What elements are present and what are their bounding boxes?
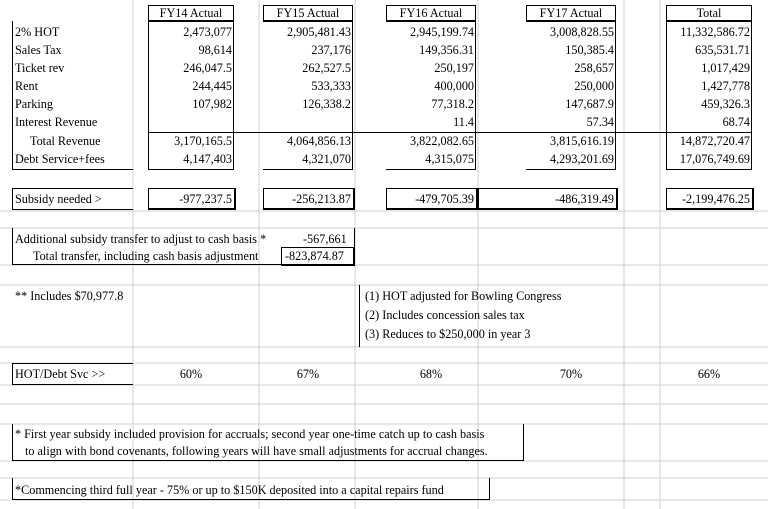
cell-sales-fy17: 150,385.4: [565, 43, 614, 57]
hot-debt-label: HOT/Debt Svc >>: [15, 367, 106, 381]
third-year-note: *Commencing third full year - 75% or up to $150K deposited into a capital repairs fund: [15, 483, 444, 497]
row-label-debt-service: Debt Service+fees: [15, 152, 105, 166]
first-year-note-line2: to align with bond covenants, following years will have small adjustments for accrual changes.: [25, 444, 488, 458]
hot-debt-fy15: 67%: [296, 367, 320, 381]
subsidy-fy17: -486,319.49: [555, 192, 614, 206]
subsidy-label: Subsidy needed >: [15, 192, 102, 206]
subsidy-fy15: -256,213.87: [292, 192, 351, 206]
cell-total-fy14: 3,170,165.5: [174, 134, 232, 148]
total-transfer-value: -823,874.87: [285, 249, 344, 263]
cell-total-fy16: 3,822,082.65: [410, 134, 474, 148]
row-label-rent: Rent: [15, 79, 39, 93]
footnote-3: (3) Reduces to $250,000 in year 3: [365, 327, 531, 341]
cell-interest-fy16: 11.4: [453, 115, 474, 129]
cell-ticket-fy15: 262,527.5: [302, 61, 351, 75]
header-fy14: FY14 Actual: [148, 5, 234, 22]
header-total: Total: [666, 5, 752, 22]
footnote-frame: [359, 285, 360, 347]
hot-debt-fy14: 60%: [179, 367, 203, 381]
row-label-parking: Parking: [15, 97, 53, 111]
cell-total-fy15: 4,064,856.13: [287, 134, 351, 148]
cell-total-fy17: 3,815,616.19: [550, 134, 614, 148]
row-label-ticket-rev: Ticket rev: [15, 61, 65, 75]
footnote-1: (1) HOT adjusted for Bowling Congress: [365, 289, 562, 303]
hot-debt-fy16: 68%: [419, 367, 443, 381]
hot-debt-fy17: 70%: [559, 367, 583, 381]
cell-rent-fy14: 244,445: [192, 79, 232, 93]
cell-sales-total: 635,531.71: [695, 43, 750, 57]
footnote-2: (2) Includes concession sales tax: [365, 308, 525, 322]
cell-debt-fy16: 4,315,075: [425, 152, 474, 166]
cell-interest-fy17: 57.34: [586, 115, 614, 129]
cell-parking-fy16: 77,318.2: [431, 97, 474, 111]
header-fy17: FY17 Actual: [526, 5, 616, 22]
additional-subsidy-value: -567,661: [303, 232, 347, 246]
cell-debt-fy14: 4,147,403: [183, 152, 232, 166]
includes-note: ** Includes $70,977.8: [15, 289, 124, 303]
first-year-note-line1: * First year subsidy included provision for accruals; second year one-time catch up to cash basis: [15, 427, 485, 441]
row-label-interest: Interest Revenue: [15, 115, 98, 129]
header-fy15: FY15 Actual: [263, 5, 353, 22]
cell-hot-fy14: 2,473,077: [183, 25, 232, 39]
cell-hot-fy16: 2,945,199.74: [410, 25, 474, 39]
cell-ticket-fy16: 250,197: [434, 61, 474, 75]
cell-ticket-total: 1,017,429: [701, 61, 750, 75]
subsidy-fy14: -977,237.5: [179, 192, 232, 206]
total-transfer-label: Total transfer, including cash basis adjustment: [33, 249, 259, 263]
cell-rent-fy15: 533,333: [311, 79, 351, 93]
cell-debt-total: 17,076,749.69: [679, 152, 750, 166]
cell-hot-fy17: 3,008,828.55: [550, 25, 614, 39]
cell-parking-fy15: 126,338.2: [302, 97, 351, 111]
subsidy-fy16: -479,705.39: [415, 192, 474, 206]
cell-parking-fy17: 147,687.9: [565, 97, 614, 111]
cell-ticket-fy17: 258,657: [574, 61, 614, 75]
row-label-sales-tax: Sales Tax: [15, 43, 62, 57]
subsidy-total: -2,199,476.25: [681, 192, 750, 206]
cell-sales-fy14: 98,614: [198, 43, 232, 57]
cell-total-total: 14,872,720.47: [679, 134, 750, 148]
cell-sales-fy15: 237,176: [311, 43, 351, 57]
cell-rent-fy16: 400,000: [434, 79, 474, 93]
cell-debt-fy17: 4,293,201.69: [550, 152, 614, 166]
cell-parking-fy14: 107,982: [192, 97, 232, 111]
row-label-hot: 2% HOT: [15, 25, 60, 39]
cell-ticket-fy14: 246,047.5: [183, 61, 232, 75]
total-revenue-rule: [148, 132, 752, 133]
cell-rent-total: 1,427,778: [701, 79, 750, 93]
cell-debt-fy15: 4,321,070: [302, 152, 351, 166]
cell-parking-total: 459,326.3: [701, 97, 750, 111]
cell-hot-fy15: 2,905,481.43: [287, 25, 351, 39]
cell-sales-fy16: 149,356.31: [419, 43, 474, 57]
hot-debt-total: 66%: [697, 367, 721, 381]
cell-hot-total: 11,332,586.72: [680, 25, 750, 39]
cell-rent-fy17: 250,000: [574, 79, 614, 93]
header-fy16: FY16 Actual: [386, 5, 476, 22]
row-label-total-revenue: Total Revenue: [30, 134, 101, 148]
additional-subsidy-label: Additional subsidy transfer to adjust to cash basis *: [15, 232, 267, 246]
cell-interest-total: 68.74: [722, 115, 750, 129]
